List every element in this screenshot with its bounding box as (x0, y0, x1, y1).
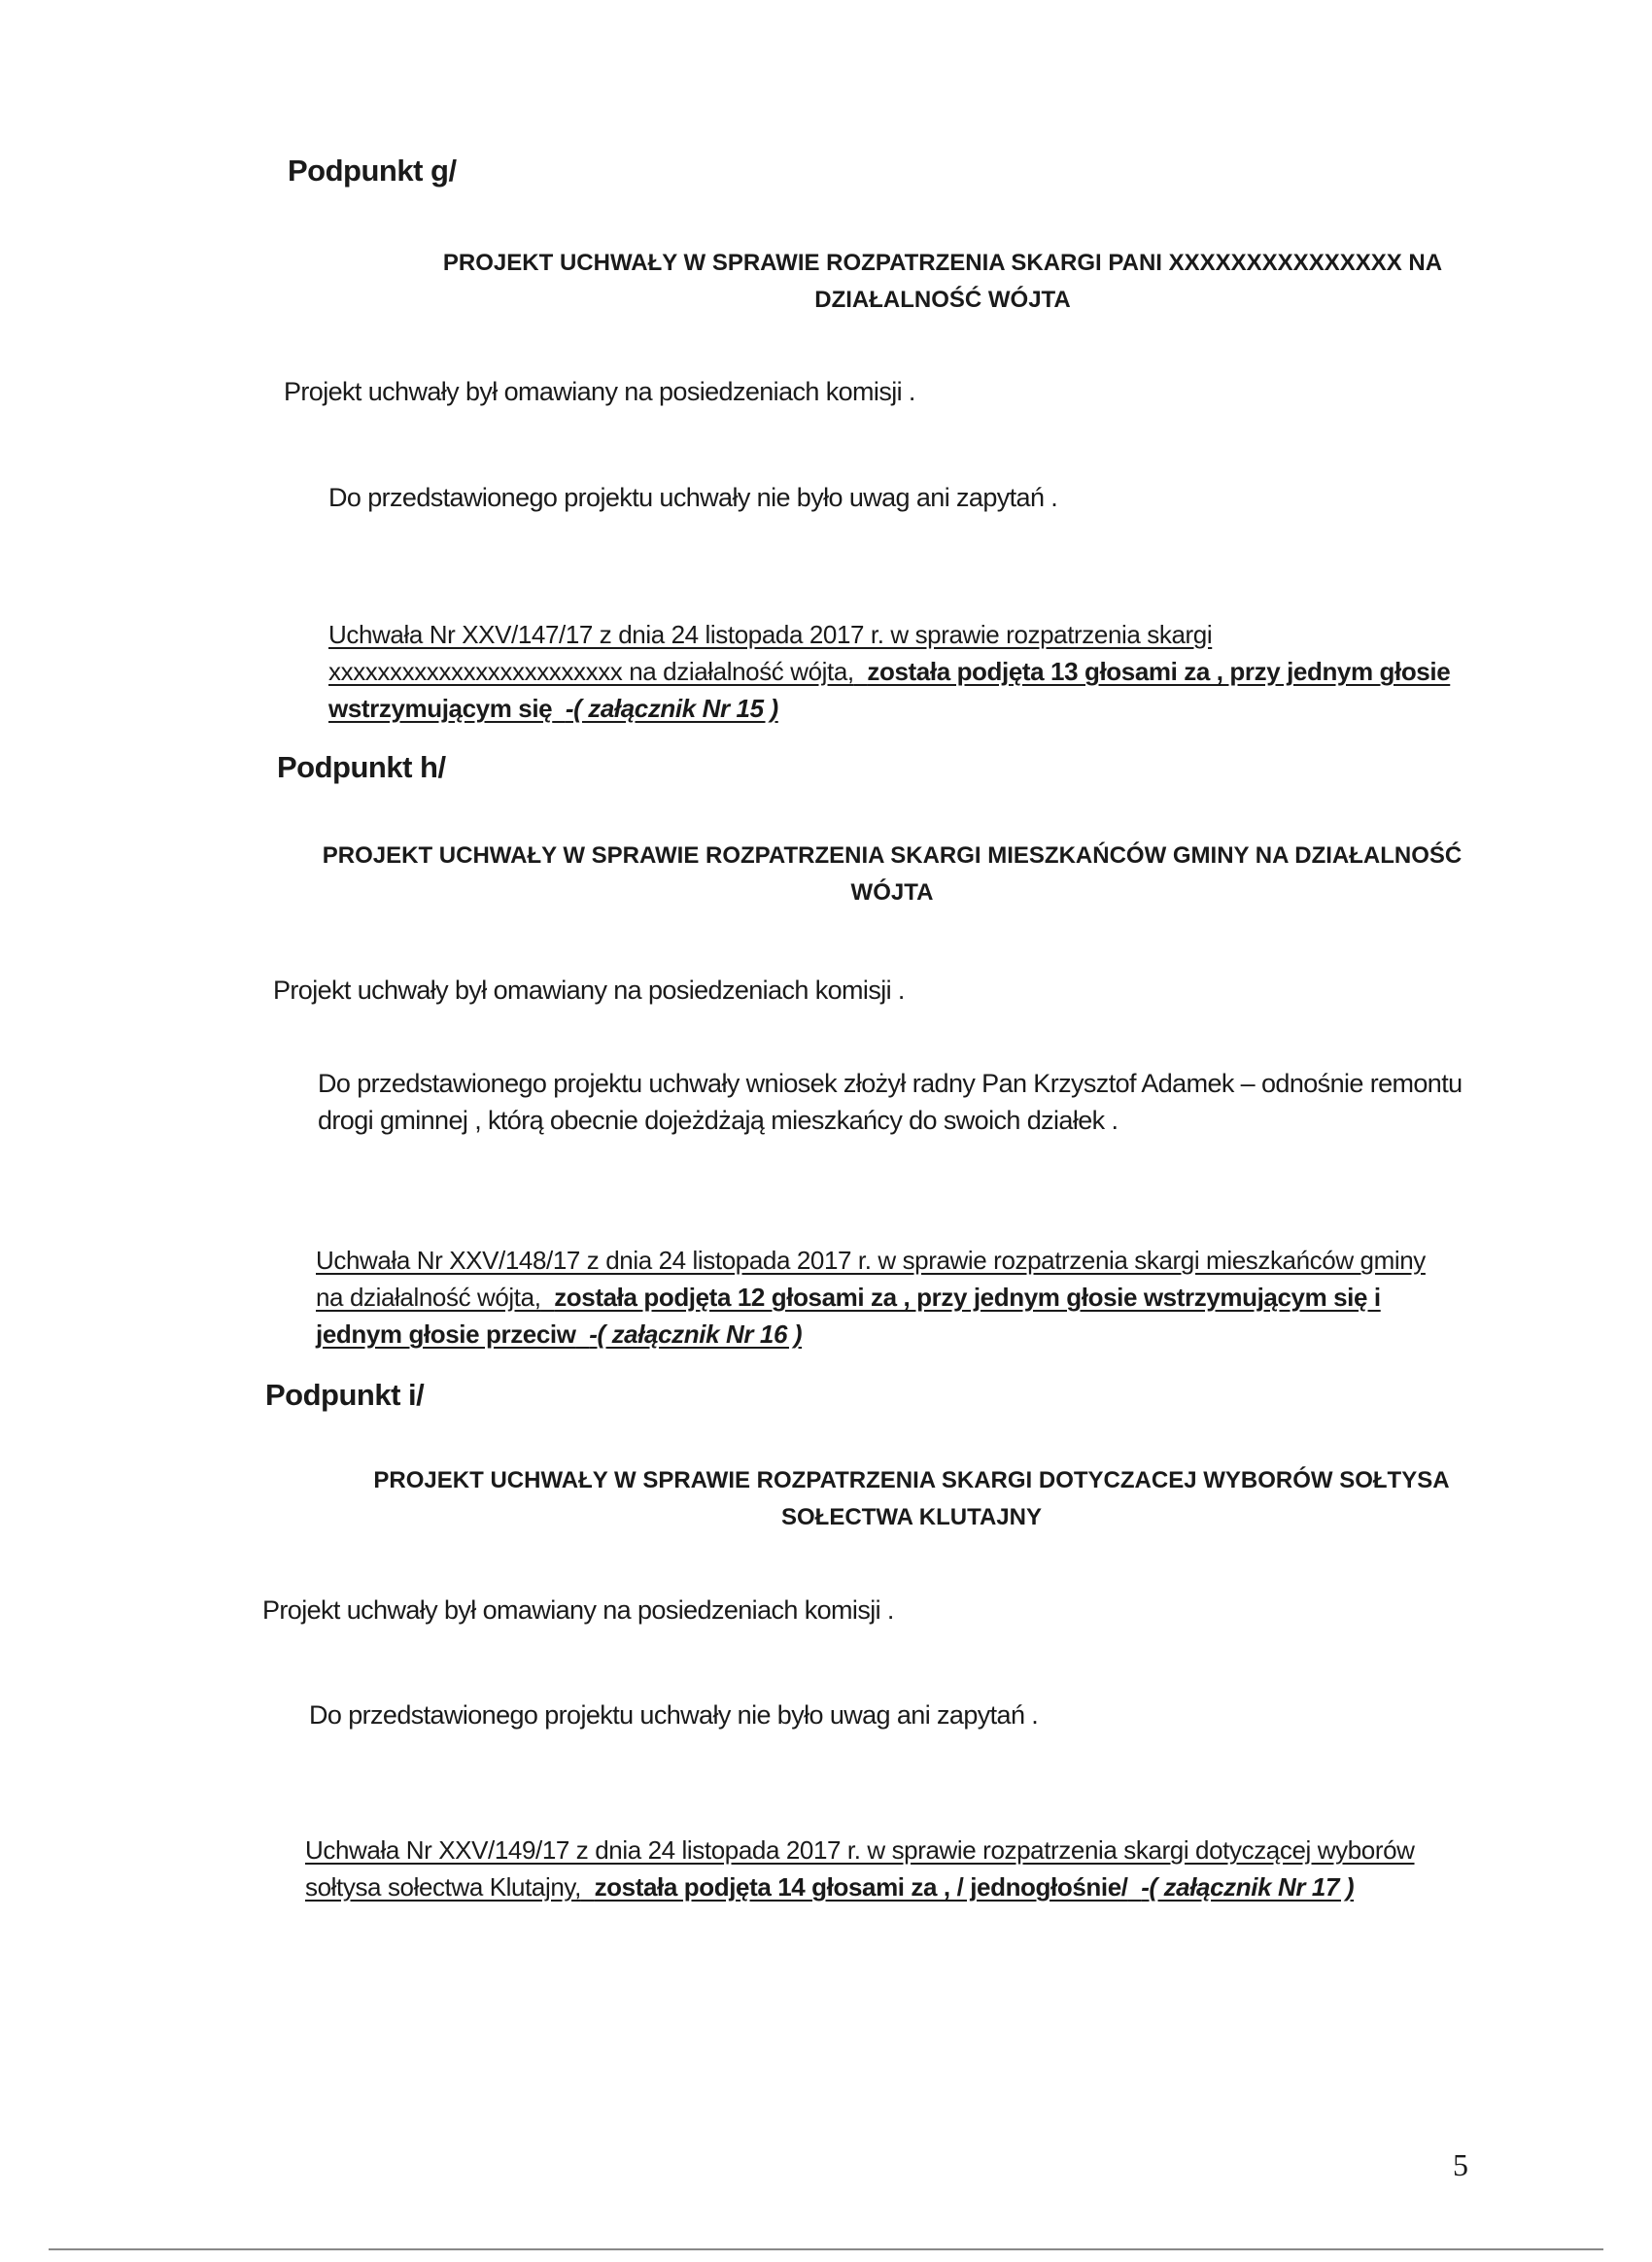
section-i-heading (328, 1462, 1495, 1536)
section-g-resolution-subject: xxxxxxxxxxxxxxxxxxxxxxxx na działalność wójta, (328, 657, 854, 686)
section-i-resolution-line2 (305, 1868, 1415, 1905)
subpoint-g-label: Podpunkt g/ (288, 154, 457, 188)
section-h-heading (309, 838, 1475, 911)
section-h-resolution-vote: została podjęta 12 głosami za , przy jednym głosie wstrzymującym się i (554, 1283, 1381, 1312)
section-g-heading-line1: PROJEKT UCHWAŁY W SPRAWIE ROZPATRZENIA SKARGI PANI XXXXXXXXXXXXXXX NA (442, 250, 1443, 276)
section-g-resolution-line1: Uchwała Nr XXV/147/17 z dnia 24 listopada 2017 r. w sprawie rozpatrzenia skargi (328, 620, 1213, 649)
section-h-heading-line1: PROJEKT UCHWAŁY W SPRAWIE ROZPATRZENIA SKARGI MIESZKAŃCÓW GMINY NA DZIAŁALNOŚĆ (322, 842, 1463, 869)
section-h-remarks-line2: drogi gminnej , którą obecnie dojeżdżają mieszkańcy do swoich działek . (318, 1106, 1119, 1135)
page-number: 5 (1453, 2147, 1468, 2182)
section-h-heading-line2: WÓJTA (850, 879, 934, 906)
section-g-remarks: Do przedstawionego projektu uchwały nie było uwag ani zapytań . (328, 483, 1058, 512)
section-g-resolution-line3 (328, 690, 1450, 727)
section-i-resolution-subject: sołtysa sołectwa Klutajny, (305, 1872, 581, 1902)
section-h-resolution-line1: Uchwała Nr XXV/148/17 z dnia 24 listopada 2017 r. w sprawie rozpatrzenia skargi mieszkańców gminy (316, 1246, 1426, 1275)
section-g-resolution (328, 616, 1450, 727)
section-h-discussed: Projekt uchwały był omawiany na posiedzeniach komisji . (273, 976, 905, 1005)
section-h-resolution (316, 1242, 1426, 1353)
scan-edge-line (49, 2248, 1603, 2250)
section-i-heading-line1: PROJEKT UCHWAŁY W SPRAWIE ROZPATRZENIA SKARGI DOTYCZACEJ WYBORÓW SOŁTYSA (373, 1467, 1450, 1493)
section-h-resolution-line3 (316, 1316, 1426, 1353)
section-i-resolution (305, 1832, 1415, 1905)
section-h-resolution-vote-end: jednym głosie przeciw (316, 1320, 576, 1349)
section-h-resolution-line2 (316, 1279, 1426, 1316)
section-i-discussed: Projekt uchwały był omawiany na posiedzeniach komisji . (262, 1595, 894, 1625)
section-h-remarks (318, 1065, 1463, 1139)
section-g-resolution-vote-end: wstrzymującym się (328, 694, 553, 723)
section-h-resolution-subject: na działalność wójta, (316, 1283, 541, 1312)
section-g-heading (360, 245, 1526, 319)
section-i-resolution-line1: Uchwała Nr XXV/149/17 z dnia 24 listopada 2017 r. w sprawie rozpatrzenia skargi dotyczącej wyborów (305, 1835, 1415, 1865)
subpoint-i-label: Podpunkt i/ (265, 1378, 425, 1412)
section-g-heading-line2: DZIAŁALNOŚĆ WÓJTA (814, 287, 1071, 313)
subpoint-h-label: Podpunkt h/ (277, 750, 446, 784)
section-i-resolution-vote: została podjęta 14 głosami za , / jednogłośnie/ (594, 1872, 1128, 1902)
section-h-remarks-line1: Do przedstawionego projektu uchwały wniosek złożył radny Pan Krzysztof Adamek – odnośnie remontu (318, 1069, 1463, 1098)
section-i-remarks: Do przedstawionego projektu uchwały nie było uwag ani zapytań . (309, 1700, 1039, 1730)
section-g-resolution-vote: została podjęta 13 głosami za , przy jednym głosie (867, 657, 1451, 686)
section-g-resolution-line2 (328, 653, 1450, 690)
section-g-attachment-ref: -( załącznik Nr 15 ) (565, 694, 778, 723)
section-i-heading-line2: SOŁECTWA KLUTAJNY (781, 1504, 1042, 1530)
section-g-discussed: Projekt uchwały był omawiany na posiedzeniach komisji . (284, 377, 915, 406)
section-i-attachment-ref: -( załącznik Nr 17 ) (1141, 1872, 1355, 1902)
section-h-attachment-ref: -( załącznik Nr 16 ) (589, 1320, 803, 1349)
